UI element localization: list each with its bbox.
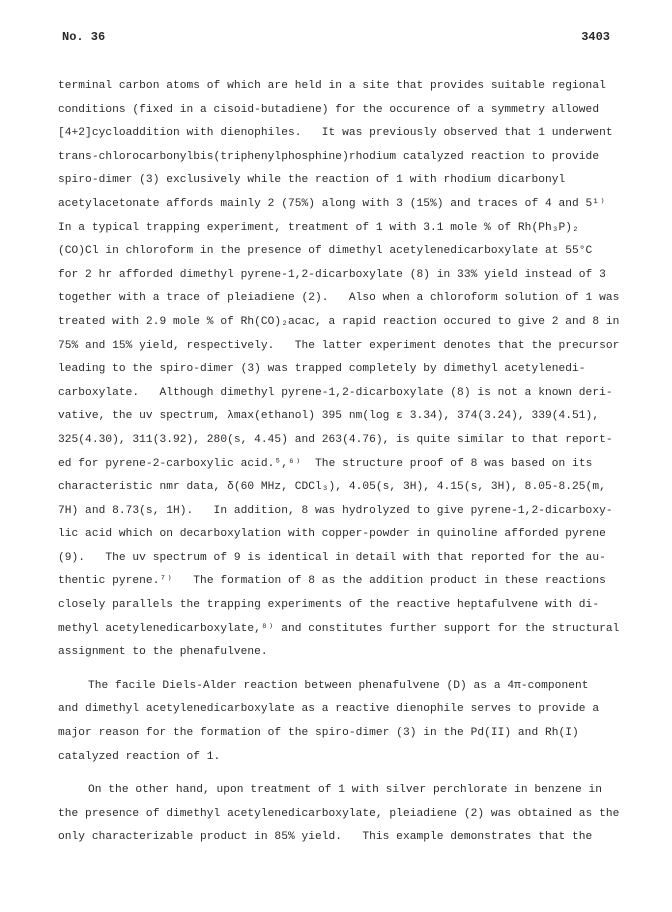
text-line: the presence of dimethyl acetylenedicarboxylate, pleiadiene (2) was obtained as the — [58, 807, 620, 820]
page-number: 3403 — [581, 30, 610, 44]
text-line: conditions (fixed in a cisoid-butadiene) for the occurence of a symmetry allowed — [58, 103, 600, 116]
text-line: lic acid which on decarboxylation with copper-powder in quinoline afforded pyrene — [58, 528, 606, 541]
text-line: carboxylate. Although dimethyl pyrene-1,2-dicarboxylate (8) is not a known deri- — [58, 386, 613, 399]
paragraph-3 — [58, 779, 618, 850]
text-line: On the other hand, upon treatment of 1 with silver perchlorate in benzene in — [88, 784, 603, 797]
text-line: 75% and 15% yield, respectively. The latter experiment denotes that the precursor — [58, 339, 620, 352]
article-body — [58, 75, 618, 850]
text-line: assignment to the phenafulvene. — [58, 646, 268, 659]
text-line: (CO)Cl in chloroform in the presence of dimethyl acetylenedicarboxylate at 55°C — [58, 245, 593, 258]
text-line: acetylacetonate affords mainly 2 (75%) along with 3 (15%) and traces of 4 and 5¹⁾ — [58, 197, 606, 210]
text-line: The facile Diels-Alder reaction between phenafulvene (D) as a 4π-component — [88, 679, 589, 692]
text-line: vative, the uv spectrum, λmax(ethanol) 395 nm(log ε 3.34), 374(3.24), 339(4.51), — [58, 410, 600, 423]
text-line: together with a trace of pleiadiene (2). Also when a chloroform solution of 1 was — [58, 292, 620, 305]
text-line: spiro-dimer (3) exclusively while the reaction of 1 with rhodium dicarbonyl — [58, 174, 566, 187]
text-line: and dimethyl acetylenedicarboxylate as a reactive dienophile serves to provide a — [58, 703, 600, 716]
text-line: treated with 2.9 mole % of Rh(CO)₂acac, a rapid reaction occured to give 2 and 8 in — [58, 315, 620, 328]
text-line: terminal carbon atoms of which are held in a site that provides suitable regional — [58, 80, 606, 92]
text-line: [4+2]cycloaddition with dienophiles. It was previously observed that 1 underwent — [58, 127, 613, 140]
text-line: (9). The uv spectrum of 9 is identical in detail with that reported for the au- — [58, 551, 606, 564]
text-line: ed for pyrene-2-carboxylic acid.⁵,⁶⁾ The structure proof of 8 was based on its — [58, 457, 593, 470]
text-line: 7H) and 8.73(s, 1H). In addition, 8 was hydrolyzed to give pyrene-1,2-dicarboxy- — [58, 504, 613, 517]
text-line: major reason for the formation of the spiro-dimer (3) in the Pd(II) and Rh(I) — [58, 727, 579, 740]
text-line: for 2 hr afforded dimethyl pyrene-1,2-dicarboxylate (8) in 33% yield instead of 3 — [58, 268, 606, 281]
text-line: 325(4.30), 311(3.92), 280(s, 4.45) and 263(4.76), is quite similar to that report- — [58, 433, 613, 446]
paragraph-1 — [58, 75, 618, 665]
text-line: leading to the spiro-dimer (3) was trapped completely by dimethyl acetylenedi- — [58, 363, 586, 376]
paragraph-2 — [58, 675, 618, 769]
text-line: In a typical trapping experiment, treatment of 1 with 3.1 mole % of Rh(Ph₃P)₂ — [58, 221, 579, 234]
text-line: catalyzed reaction of 1. — [58, 750, 221, 763]
text-line: thentic pyrene.⁷⁾ The formation of 8 as the addition product in these reactions — [58, 575, 606, 588]
text-line: methyl acetylenedicarboxylate,⁸⁾ and constitutes further support for the structural — [58, 622, 620, 635]
text-line: closely parallels the trapping experiments of the reactive heptafulvene with di- — [58, 599, 600, 612]
text-line: characteristic nmr data, δ(60 MHz, CDCl₃), 4.05(s, 3H), 4.15(s, 3H), 8.05-8.25(m, — [58, 481, 606, 494]
journal-issue-number: No. 36 — [62, 30, 106, 44]
text-line: only characterizable product in 85% yield. This example demonstrates that the — [58, 831, 593, 844]
text-line: trans-chlorocarbonylbis(triphenylphosphine)rhodium catalyzed reaction to provide — [58, 150, 600, 163]
